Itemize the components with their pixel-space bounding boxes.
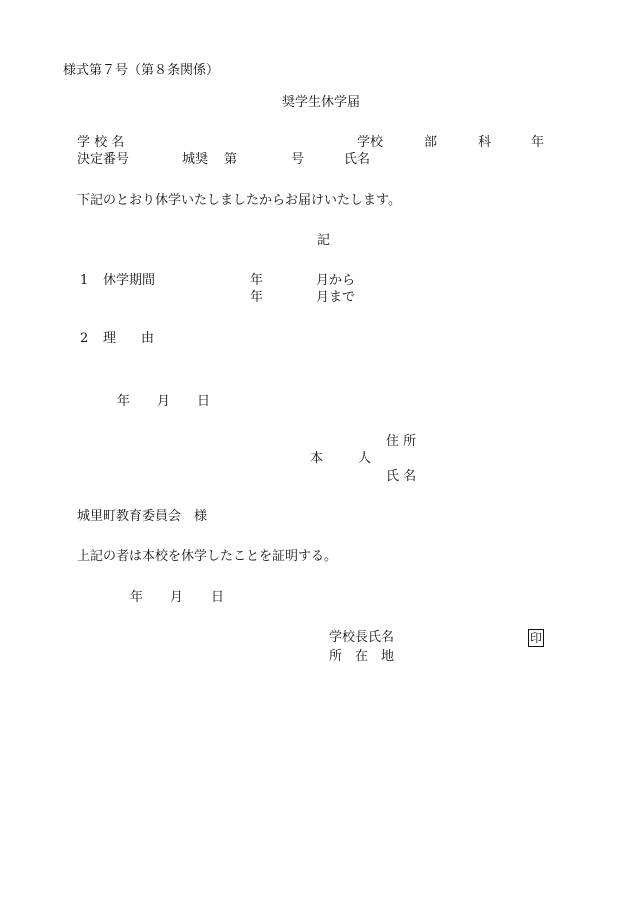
course-label: 科	[478, 135, 492, 150]
seal-mark: 印	[529, 631, 542, 645]
form-title: 奨学生休学届	[282, 95, 361, 110]
item1-label: 休学期間	[103, 273, 156, 288]
date1-day: 日	[197, 394, 211, 409]
self-label-b: 人	[358, 451, 372, 466]
applicant-name-label: 氏 名	[386, 469, 417, 484]
school-label: 学校	[357, 135, 384, 150]
principal-name-label: 学校長氏名	[329, 630, 395, 645]
date2-day: 日	[211, 590, 225, 605]
end-year: 年	[250, 290, 264, 305]
item1-number: 1	[80, 273, 89, 288]
item2-label-b: 由	[141, 331, 155, 346]
statement: 下記のとおり休学いたしましたからお届けいたします。	[77, 193, 401, 208]
department-label: 部	[424, 135, 438, 150]
address-label: 住 所	[386, 434, 417, 449]
form-number: 様式第７号（第８条関係）	[63, 63, 220, 78]
start-month: 月から	[316, 273, 356, 288]
dai-label: 第	[224, 152, 238, 167]
name-label: 氏名	[344, 152, 371, 167]
date2-year: 年	[130, 590, 144, 605]
certification: 上記の者は本校を休学したことを証明する。	[77, 549, 338, 564]
school-name-label: 学 校 名	[77, 135, 125, 150]
self-label-a: 本	[310, 451, 324, 466]
ki-heading: 記	[317, 233, 331, 248]
date1-year: 年	[117, 394, 131, 409]
date1-month: 月	[157, 394, 171, 409]
decision-number-label: 決定番号	[77, 152, 130, 167]
scholarship-label: 城奨	[182, 152, 209, 167]
end-month: 月まで	[316, 290, 356, 305]
addressee: 城里町教育委員会 様	[77, 509, 208, 524]
item2-label-a: 理	[103, 331, 117, 346]
grade-label: 年	[531, 135, 545, 150]
item2-number: 2	[80, 331, 89, 346]
go-label: 号	[291, 152, 305, 167]
start-year: 年	[250, 273, 264, 288]
location-label: 所 在 地	[329, 649, 395, 664]
date2-month: 月	[170, 590, 184, 605]
